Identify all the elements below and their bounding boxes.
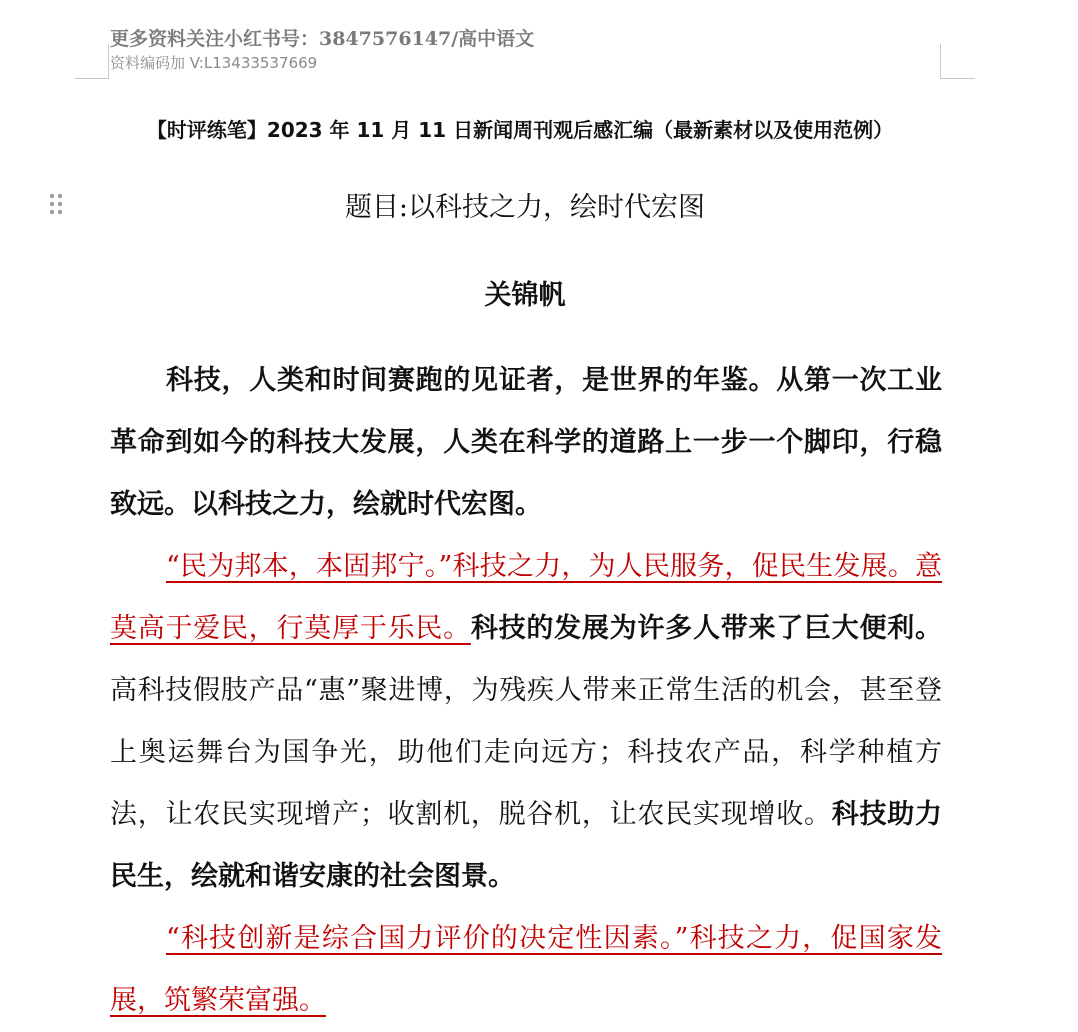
essay-title: 题目:以科技之力，绘时代宏图 <box>344 192 706 223</box>
red-quote-2: “科技创新是综合国力评价的决定性因素。”科技之力，促国家发展，筑繁荣富强。 <box>110 923 942 1016</box>
crop-mark-right <box>940 44 975 79</box>
header-line-1: 更多资料关注小红书号：3847576147/高中语文 <box>110 28 535 50</box>
paragraph-2 <box>110 536 942 908</box>
paragraph-3 <box>110 908 942 1032</box>
header-line-2: 资料编码加 V:L13433537669 <box>110 54 318 72</box>
document-title: 【时评练笔】2023 年 11 月 11 日新闻周刊观后感汇编（最新素材以及使用范例） <box>146 118 894 142</box>
bold-conclusion: 科技助力民生，绘就和谐安康的社会图景。 <box>110 799 943 892</box>
paragraph-1: 科技，人类和时间赛跑的见证者，是世界的年鉴。从第一次工业革命到如今的科技大发展，人类在科学的道路上一步一个脚印，行稳致远。以科技之力，绘就时代宏图。 <box>110 365 942 520</box>
support-text: 高科技假肢产品“惠”聚进博，为残疾人带来正常生活的机会，甚至登上奥运舞台为国争光，助他们走向远方；科技农产品，科学种植方法，让农民实现增产；收割机，脱谷机，让农民实现增收。 <box>110 675 942 830</box>
red-quote: “民为邦本，本固邦宁。”科技之力，为人民服务，促民生发展。意莫高于爱民，行莫厚于乐民。 <box>110 551 942 644</box>
essay-body <box>110 350 942 1032</box>
essay-author: 关锦帆 <box>484 280 566 311</box>
crop-mark-left <box>75 44 109 79</box>
bold-claim: 科技的发展为许多人带来了巨大便利。 <box>470 613 943 644</box>
